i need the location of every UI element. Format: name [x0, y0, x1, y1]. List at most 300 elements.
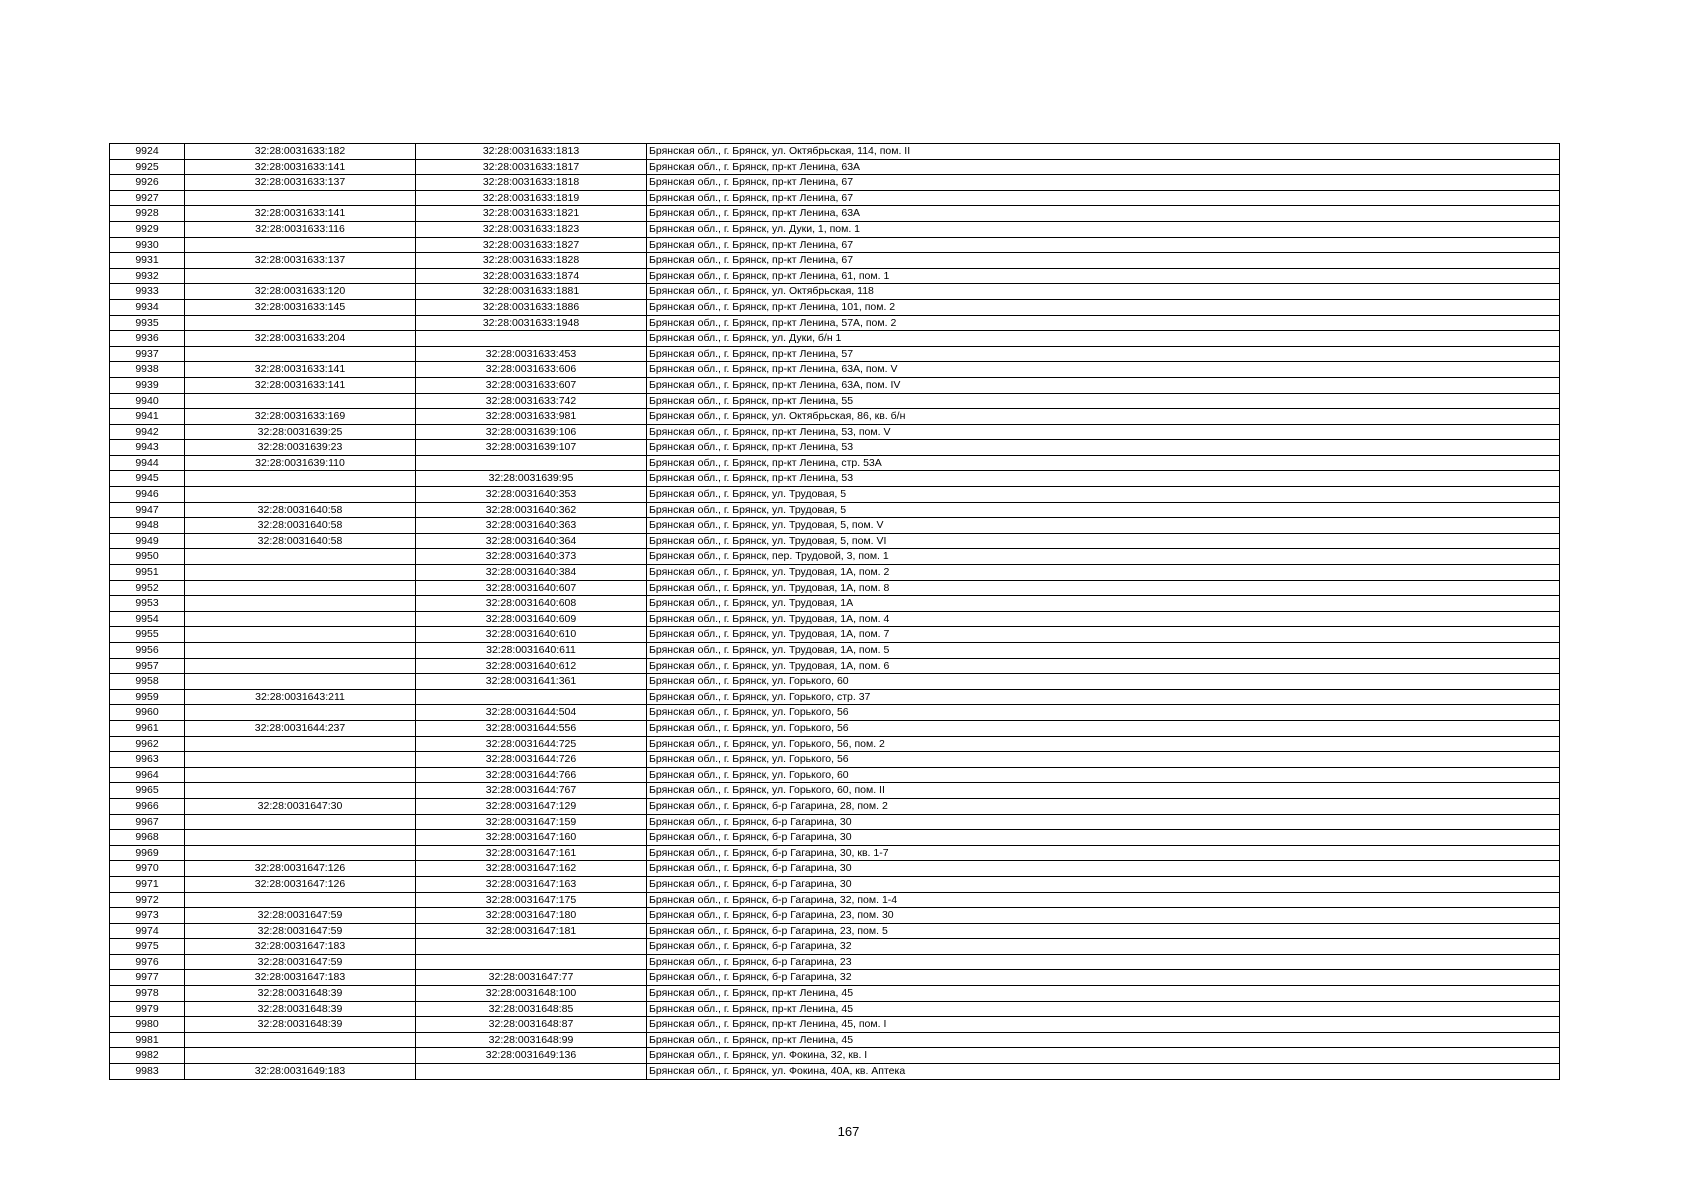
table-row — [110, 346, 1560, 362]
table-row — [110, 1048, 1560, 1064]
object-cadastral-number-cell: 32:28:0031633:606 — [416, 362, 647, 378]
table-row — [110, 736, 1560, 752]
cadastral-number-cell: 32:28:0031643:211 — [185, 689, 416, 705]
object-cadastral-number-cell: 32:28:0031633:1823 — [416, 221, 647, 237]
row-number-cell: 9961 — [110, 720, 185, 736]
cadastral-number-cell — [185, 237, 416, 253]
address-cell: Брянская обл., г. Брянск, ул. Трудовая, 1А — [647, 596, 1560, 612]
row-number-cell: 9946 — [110, 487, 185, 503]
table-row — [110, 377, 1560, 393]
cadastral-number-cell: 32:28:0031647:59 — [185, 908, 416, 924]
address-cell: Брянская обл., г. Брянск, б-р Гагарина, 30 — [647, 861, 1560, 877]
object-cadastral-number-cell: 32:28:0031647:161 — [416, 845, 647, 861]
address-cell: Брянская обл., г. Брянск, б-р Гагарина, 32 — [647, 939, 1560, 955]
object-cadastral-number-cell: 32:28:0031640:353 — [416, 487, 647, 503]
address-cell: Брянская обл., г. Брянск, пр-кт Ленина, 63А, пом. V — [647, 362, 1560, 378]
object-cadastral-number-cell: 32:28:0031641:361 — [416, 674, 647, 690]
cadastral-number-cell: 32:28:0031647:59 — [185, 954, 416, 970]
object-cadastral-number-cell: 32:28:0031633:607 — [416, 377, 647, 393]
row-number-cell: 9976 — [110, 954, 185, 970]
address-cell: Брянская обл., г. Брянск, пр-кт Ленина, 53 — [647, 471, 1560, 487]
address-cell: Брянская обл., г. Брянск, ул. Горького, 60, пом. II — [647, 783, 1560, 799]
table-row — [110, 752, 1560, 768]
cadastral-number-cell: 32:28:0031647:59 — [185, 923, 416, 939]
row-number-cell: 9926 — [110, 175, 185, 191]
cadastral-number-cell — [185, 1032, 416, 1048]
row-number-cell: 9938 — [110, 362, 185, 378]
table-row — [110, 362, 1560, 378]
table-row — [110, 502, 1560, 518]
address-cell: Брянская обл., г. Брянск, пр-кт Ленина, 63А, пом. IV — [647, 377, 1560, 393]
object-cadastral-number-cell: 32:28:0031633:1886 — [416, 299, 647, 315]
table-row — [110, 565, 1560, 581]
address-cell: Брянская обл., г. Брянск, ул. Трудовая, 1А, пом. 5 — [647, 643, 1560, 659]
cadastral-number-cell: 32:28:0031633:141 — [185, 206, 416, 222]
address-cell: Брянская обл., г. Брянск, б-р Гагарина, 32, пом. 1-4 — [647, 892, 1560, 908]
object-cadastral-number-cell — [416, 1064, 647, 1080]
object-cadastral-number-cell: 32:28:0031633:1828 — [416, 253, 647, 269]
row-number-cell: 9941 — [110, 409, 185, 425]
row-number-cell: 9967 — [110, 814, 185, 830]
table-row — [110, 190, 1560, 206]
object-cadastral-number-cell: 32:28:0031640:363 — [416, 518, 647, 534]
address-cell: Брянская обл., г. Брянск, ул. Октябрьская, 118 — [647, 284, 1560, 300]
row-number-cell: 9973 — [110, 908, 185, 924]
object-cadastral-number-cell: 32:28:0031647:129 — [416, 798, 647, 814]
object-cadastral-number-cell: 32:28:0031633:1874 — [416, 268, 647, 284]
table-row — [110, 798, 1560, 814]
object-cadastral-number-cell: 32:28:0031647:163 — [416, 876, 647, 892]
address-cell: Брянская обл., г. Брянск, пр-кт Ленина, 45 — [647, 1032, 1560, 1048]
row-number-cell: 9950 — [110, 549, 185, 565]
address-cell: Брянская обл., г. Брянск, пр-кт Ленина, 63А — [647, 159, 1560, 175]
cadastral-number-cell: 32:28:0031640:58 — [185, 518, 416, 534]
cadastral-number-cell: 32:28:0031633:204 — [185, 331, 416, 347]
row-number-cell: 9929 — [110, 221, 185, 237]
object-cadastral-number-cell: 32:28:0031639:107 — [416, 440, 647, 456]
cadastral-number-cell: 32:28:0031633:141 — [185, 159, 416, 175]
cadastral-number-cell: 32:28:0031633:182 — [185, 144, 416, 160]
object-cadastral-number-cell: 32:28:0031633:1881 — [416, 284, 647, 300]
table-row — [110, 471, 1560, 487]
cadastral-number-cell — [185, 565, 416, 581]
object-cadastral-number-cell: 32:28:0031640:384 — [416, 565, 647, 581]
table-row — [110, 892, 1560, 908]
cadastral-number-cell: 32:28:0031644:237 — [185, 720, 416, 736]
table-row — [110, 580, 1560, 596]
row-number-cell: 9977 — [110, 970, 185, 986]
address-cell: Брянская обл., г. Брянск, ул. Трудовая, 1А, пом. 6 — [647, 658, 1560, 674]
object-cadastral-number-cell: 32:28:0031647:175 — [416, 892, 647, 908]
cadastral-number-cell — [185, 393, 416, 409]
address-cell: Брянская обл., г. Брянск, пр-кт Ленина, 67 — [647, 237, 1560, 253]
object-cadastral-number-cell: 32:28:0031633:1819 — [416, 190, 647, 206]
address-cell: Брянская обл., г. Брянск, пр-кт Ленина, 45 — [647, 986, 1560, 1002]
row-number-cell: 9933 — [110, 284, 185, 300]
row-number-cell: 9979 — [110, 1001, 185, 1017]
cadastral-number-cell — [185, 190, 416, 206]
address-cell: Брянская обл., г. Брянск, ул. Горького, стр. 37 — [647, 689, 1560, 705]
row-number-cell: 9980 — [110, 1017, 185, 1033]
object-cadastral-number-cell — [416, 455, 647, 471]
table-row — [110, 767, 1560, 783]
cadastral-number-cell: 32:28:0031639:110 — [185, 455, 416, 471]
address-cell: Брянская обл., г. Брянск, ул. Горького, 56 — [647, 720, 1560, 736]
cadastral-number-cell — [185, 783, 416, 799]
row-number-cell: 9939 — [110, 377, 185, 393]
row-number-cell: 9927 — [110, 190, 185, 206]
row-number-cell: 9942 — [110, 424, 185, 440]
row-number-cell: 9943 — [110, 440, 185, 456]
row-number-cell: 9934 — [110, 299, 185, 315]
object-cadastral-number-cell: 32:28:0031644:767 — [416, 783, 647, 799]
cadastral-number-cell: 32:28:0031640:58 — [185, 502, 416, 518]
address-cell: Брянская обл., г. Брянск, пер. Трудовой, 3, пом. 1 — [647, 549, 1560, 565]
object-cadastral-number-cell: 32:28:0031640:610 — [416, 627, 647, 643]
cadastral-number-cell — [185, 627, 416, 643]
object-cadastral-number-cell: 32:28:0031633:453 — [416, 346, 647, 362]
object-cadastral-number-cell: 32:28:0031644:504 — [416, 705, 647, 721]
row-number-cell: 9940 — [110, 393, 185, 409]
object-cadastral-number-cell: 32:28:0031644:556 — [416, 720, 647, 736]
cadastral-number-cell: 32:28:0031633:169 — [185, 409, 416, 425]
cadastral-number-cell: 32:28:0031649:183 — [185, 1064, 416, 1080]
row-number-cell: 9970 — [110, 861, 185, 877]
table-row — [110, 440, 1560, 456]
table-row — [110, 908, 1560, 924]
object-cadastral-number-cell: 32:28:0031633:981 — [416, 409, 647, 425]
table-row — [110, 689, 1560, 705]
table-row — [110, 783, 1560, 799]
object-cadastral-number-cell: 32:28:0031633:1818 — [416, 175, 647, 191]
registry-table-body — [110, 144, 1560, 1080]
cadastral-number-cell: 32:28:0031647:126 — [185, 876, 416, 892]
address-cell: Брянская обл., г. Брянск, ул. Фокина, 40А, кв. Аптека — [647, 1064, 1560, 1080]
table-row — [110, 175, 1560, 191]
row-number-cell: 9956 — [110, 643, 185, 659]
cadastral-number-cell: 32:28:0031648:39 — [185, 1017, 416, 1033]
row-number-cell: 9983 — [110, 1064, 185, 1080]
object-cadastral-number-cell: 32:28:0031647:181 — [416, 923, 647, 939]
cadastral-number-cell — [185, 814, 416, 830]
table-row — [110, 1001, 1560, 1017]
table-row — [110, 986, 1560, 1002]
address-cell: Брянская обл., г. Брянск, пр-кт Ленина, 53 — [647, 440, 1560, 456]
cadastral-number-cell: 32:28:0031648:39 — [185, 1001, 416, 1017]
table-row — [110, 424, 1560, 440]
object-cadastral-number-cell: 32:28:0031633:1813 — [416, 144, 647, 160]
row-number-cell: 9954 — [110, 611, 185, 627]
cadastral-number-cell: 32:28:0031633:141 — [185, 362, 416, 378]
address-cell: Брянская обл., г. Брянск, пр-кт Ленина, 45, пом. I — [647, 1017, 1560, 1033]
object-cadastral-number-cell: 32:28:0031633:1827 — [416, 237, 647, 253]
cadastral-number-cell — [185, 268, 416, 284]
table-row — [110, 861, 1560, 877]
cadastral-number-cell — [185, 705, 416, 721]
cadastral-number-cell — [185, 674, 416, 690]
table-row — [110, 939, 1560, 955]
address-cell: Брянская обл., г. Брянск, пр-кт Ленина, 67 — [647, 175, 1560, 191]
table-row — [110, 299, 1560, 315]
table-row — [110, 720, 1560, 736]
row-number-cell: 9963 — [110, 752, 185, 768]
cadastral-number-cell: 32:28:0031633:116 — [185, 221, 416, 237]
address-cell: Брянская обл., г. Брянск, ул. Горького, 56, пом. 2 — [647, 736, 1560, 752]
row-number-cell: 9968 — [110, 830, 185, 846]
cadastral-number-cell — [185, 830, 416, 846]
object-cadastral-number-cell: 32:28:0031647:162 — [416, 861, 647, 877]
object-cadastral-number-cell: 32:28:0031647:77 — [416, 970, 647, 986]
object-cadastral-number-cell: 32:28:0031640:611 — [416, 643, 647, 659]
object-cadastral-number-cell: 32:28:0031640:362 — [416, 502, 647, 518]
table-row — [110, 409, 1560, 425]
address-cell: Брянская обл., г. Брянск, б-р Гагарина, 23 — [647, 954, 1560, 970]
address-cell: Брянская обл., г. Брянск, ул. Горького, 56 — [647, 752, 1560, 768]
row-number-cell: 9932 — [110, 268, 185, 284]
table-row — [110, 455, 1560, 471]
row-number-cell: 9958 — [110, 674, 185, 690]
row-number-cell: 9965 — [110, 783, 185, 799]
address-cell: Брянская обл., г. Брянск, ул. Горького, 56 — [647, 705, 1560, 721]
table-row — [110, 627, 1560, 643]
table-row — [110, 954, 1560, 970]
cadastral-number-cell: 32:28:0031633:145 — [185, 299, 416, 315]
table-row — [110, 253, 1560, 269]
table-row — [110, 1064, 1560, 1080]
address-cell: Брянская обл., г. Брянск, ул. Трудовая, 5 — [647, 487, 1560, 503]
table-row — [110, 814, 1560, 830]
table-row — [110, 284, 1560, 300]
cadastral-number-cell: 32:28:0031640:58 — [185, 533, 416, 549]
row-number-cell: 9969 — [110, 845, 185, 861]
object-cadastral-number-cell: 32:28:0031648:100 — [416, 986, 647, 1002]
cadastral-number-cell — [185, 1048, 416, 1064]
address-cell: Брянская обл., г. Брянск, ул. Трудовая, 5 — [647, 502, 1560, 518]
cadastral-number-cell — [185, 487, 416, 503]
address-cell: Брянская обл., г. Брянск, б-р Гагарина, 32 — [647, 970, 1560, 986]
row-number-cell: 9953 — [110, 596, 185, 612]
row-number-cell: 9957 — [110, 658, 185, 674]
row-number-cell: 9949 — [110, 533, 185, 549]
object-cadastral-number-cell: 32:28:0031640:607 — [416, 580, 647, 596]
table-row — [110, 315, 1560, 331]
cadastral-number-cell — [185, 752, 416, 768]
row-number-cell: 9971 — [110, 876, 185, 892]
page-number: 167 — [837, 1124, 860, 1139]
row-number-cell: 9978 — [110, 986, 185, 1002]
address-cell: Брянская обл., г. Брянск, пр-кт Ленина, стр. 53А — [647, 455, 1560, 471]
table-row — [110, 970, 1560, 986]
cadastral-number-cell — [185, 471, 416, 487]
table-row — [110, 845, 1560, 861]
object-cadastral-number-cell: 32:28:0031639:106 — [416, 424, 647, 440]
cadastral-number-cell — [185, 658, 416, 674]
row-number-cell: 9935 — [110, 315, 185, 331]
table-row — [110, 923, 1560, 939]
row-number-cell: 9930 — [110, 237, 185, 253]
cadastral-number-cell — [185, 315, 416, 331]
cadastral-number-cell — [185, 767, 416, 783]
cadastral-number-cell — [185, 596, 416, 612]
address-cell: Брянская обл., г. Брянск, пр-кт Ленина, 101, пом. 2 — [647, 299, 1560, 315]
cadastral-number-cell — [185, 643, 416, 659]
row-number-cell: 9951 — [110, 565, 185, 581]
cadastral-number-cell — [185, 611, 416, 627]
address-cell: Брянская обл., г. Брянск, пр-кт Ленина, 67 — [647, 190, 1560, 206]
address-cell: Брянская обл., г. Брянск, ул. Дуки, 1, пом. 1 — [647, 221, 1560, 237]
address-cell: Брянская обл., г. Брянск, б-р Гагарина, 30 — [647, 830, 1560, 846]
object-cadastral-number-cell: 32:28:0031644:725 — [416, 736, 647, 752]
row-number-cell: 9937 — [110, 346, 185, 362]
address-cell: Брянская обл., г. Брянск, пр-кт Ленина, 57 — [647, 346, 1560, 362]
address-cell: Брянская обл., г. Брянск, б-р Гагарина, 28, пом. 2 — [647, 798, 1560, 814]
object-cadastral-number-cell: 32:28:0031647:160 — [416, 830, 647, 846]
cadastral-number-cell: 32:28:0031633:141 — [185, 377, 416, 393]
address-cell: Брянская обл., г. Брянск, б-р Гагарина, 23, пом. 30 — [647, 908, 1560, 924]
row-number-cell: 9924 — [110, 144, 185, 160]
table-row — [110, 331, 1560, 347]
address-cell: Брянская обл., г. Брянск, ул. Октябрьская, 86, кв. б/н — [647, 409, 1560, 425]
table-row — [110, 144, 1560, 160]
address-cell: Брянская обл., г. Брянск, пр-кт Ленина, 57А, пом. 2 — [647, 315, 1560, 331]
object-cadastral-number-cell — [416, 939, 647, 955]
row-number-cell: 9948 — [110, 518, 185, 534]
object-cadastral-number-cell: 32:28:0031640:364 — [416, 533, 647, 549]
row-number-cell: 9981 — [110, 1032, 185, 1048]
address-cell: Брянская обл., г. Брянск, пр-кт Ленина, 45 — [647, 1001, 1560, 1017]
address-cell: Брянская обл., г. Брянск, ул. Горького, 60 — [647, 674, 1560, 690]
row-number-cell: 9928 — [110, 206, 185, 222]
table-row — [110, 876, 1560, 892]
table-row — [110, 487, 1560, 503]
address-cell: Брянская обл., г. Брянск, ул. Трудовая, 5, пом. V — [647, 518, 1560, 534]
row-number-cell: 9975 — [110, 939, 185, 955]
cadastral-number-cell — [185, 736, 416, 752]
row-number-cell: 9960 — [110, 705, 185, 721]
table-row — [110, 221, 1560, 237]
table-row — [110, 159, 1560, 175]
object-cadastral-number-cell: 32:28:0031640:373 — [416, 549, 647, 565]
table-row — [110, 268, 1560, 284]
table-row — [110, 611, 1560, 627]
object-cadastral-number-cell: 32:28:0031640:608 — [416, 596, 647, 612]
address-cell: Брянская обл., г. Брянск, б-р Гагарина, 30 — [647, 814, 1560, 830]
address-cell: Брянская обл., г. Брянск, б-р Гагарина, 30 — [647, 876, 1560, 892]
object-cadastral-number-cell: 32:28:0031648:87 — [416, 1017, 647, 1033]
cadastral-number-cell: 32:28:0031633:137 — [185, 253, 416, 269]
table-row — [110, 705, 1560, 721]
table-row — [110, 549, 1560, 565]
row-number-cell: 9966 — [110, 798, 185, 814]
cadastral-number-cell: 32:28:0031639:25 — [185, 424, 416, 440]
table-row — [110, 206, 1560, 222]
cadastral-number-cell — [185, 549, 416, 565]
row-number-cell: 9972 — [110, 892, 185, 908]
cadastral-number-cell: 32:28:0031647:126 — [185, 861, 416, 877]
address-cell: Брянская обл., г. Брянск, ул. Трудовая, 1А, пом. 7 — [647, 627, 1560, 643]
address-cell: Брянская обл., г. Брянск, пр-кт Ленина, 63А — [647, 206, 1560, 222]
table-row — [110, 237, 1560, 253]
row-number-cell: 9925 — [110, 159, 185, 175]
object-cadastral-number-cell: 32:28:0031648:99 — [416, 1032, 647, 1048]
object-cadastral-number-cell: 32:28:0031633:1821 — [416, 206, 647, 222]
row-number-cell: 9962 — [110, 736, 185, 752]
address-cell: Брянская обл., г. Брянск, ул. Горького, 60 — [647, 767, 1560, 783]
table-row — [110, 674, 1560, 690]
table-row — [110, 1032, 1560, 1048]
row-number-cell: 9955 — [110, 627, 185, 643]
cadastral-number-cell: 32:28:0031633:120 — [185, 284, 416, 300]
table-row — [110, 596, 1560, 612]
row-number-cell: 9947 — [110, 502, 185, 518]
object-cadastral-number-cell: 32:28:0031633:742 — [416, 393, 647, 409]
address-cell: Брянская обл., г. Брянск, ул. Трудовая, 1А, пом. 4 — [647, 611, 1560, 627]
cadastral-number-cell: 32:28:0031647:183 — [185, 970, 416, 986]
row-number-cell: 9931 — [110, 253, 185, 269]
row-number-cell: 9944 — [110, 455, 185, 471]
object-cadastral-number-cell: 32:28:0031648:85 — [416, 1001, 647, 1017]
registry-table — [109, 143, 1560, 1080]
object-cadastral-number-cell — [416, 689, 647, 705]
address-cell: Брянская обл., г. Брянск, ул. Трудовая, 1А, пом. 2 — [647, 565, 1560, 581]
table-row — [110, 830, 1560, 846]
object-cadastral-number-cell: 32:28:0031633:1817 — [416, 159, 647, 175]
object-cadastral-number-cell: 32:28:0031649:136 — [416, 1048, 647, 1064]
address-cell: Брянская обл., г. Брянск, ул. Октябрьская, 114, пом. II — [647, 144, 1560, 160]
object-cadastral-number-cell — [416, 331, 647, 347]
row-number-cell: 9959 — [110, 689, 185, 705]
cadastral-number-cell — [185, 346, 416, 362]
address-cell: Брянская обл., г. Брянск, пр-кт Ленина, 55 — [647, 393, 1560, 409]
object-cadastral-number-cell: 32:28:0031647:180 — [416, 908, 647, 924]
object-cadastral-number-cell: 32:28:0031639:95 — [416, 471, 647, 487]
address-cell: Брянская обл., г. Брянск, ул. Дуки, б/н 1 — [647, 331, 1560, 347]
cadastral-number-cell: 32:28:0031639:23 — [185, 440, 416, 456]
table-row — [110, 658, 1560, 674]
address-cell: Брянская обл., г. Брянск, пр-кт Ленина, 53, пом. V — [647, 424, 1560, 440]
table-row — [110, 1017, 1560, 1033]
cadastral-number-cell — [185, 580, 416, 596]
row-number-cell: 9936 — [110, 331, 185, 347]
object-cadastral-number-cell: 32:28:0031644:726 — [416, 752, 647, 768]
table-row — [110, 643, 1560, 659]
object-cadastral-number-cell: 32:28:0031644:766 — [416, 767, 647, 783]
row-number-cell: 9974 — [110, 923, 185, 939]
address-cell: Брянская обл., г. Брянск, пр-кт Ленина, 61, пом. 1 — [647, 268, 1560, 284]
object-cadastral-number-cell: 32:28:0031640:612 — [416, 658, 647, 674]
address-cell: Брянская обл., г. Брянск, б-р Гагарина, 30, кв. 1-7 — [647, 845, 1560, 861]
cadastral-number-cell: 32:28:0031633:137 — [185, 175, 416, 191]
address-cell: Брянская обл., г. Брянск, ул. Трудовая, 5, пом. VI — [647, 533, 1560, 549]
cadastral-number-cell — [185, 892, 416, 908]
row-number-cell: 9952 — [110, 580, 185, 596]
object-cadastral-number-cell: 32:28:0031633:1948 — [416, 315, 647, 331]
address-cell: Брянская обл., г. Брянск, ул. Фокина, 32, кв. I — [647, 1048, 1560, 1064]
table-row — [110, 533, 1560, 549]
row-number-cell: 9964 — [110, 767, 185, 783]
table-row — [110, 393, 1560, 409]
object-cadastral-number-cell — [416, 954, 647, 970]
address-cell: Брянская обл., г. Брянск, ул. Трудовая, 1А, пом. 8 — [647, 580, 1560, 596]
cadastral-number-cell: 32:28:0031647:30 — [185, 798, 416, 814]
row-number-cell: 9945 — [110, 471, 185, 487]
cadastral-number-cell — [185, 845, 416, 861]
cadastral-number-cell: 32:28:0031647:183 — [185, 939, 416, 955]
object-cadastral-number-cell: 32:28:0031647:159 — [416, 814, 647, 830]
row-number-cell: 9982 — [110, 1048, 185, 1064]
table-row — [110, 518, 1560, 534]
address-cell: Брянская обл., г. Брянск, пр-кт Ленина, 67 — [647, 253, 1560, 269]
